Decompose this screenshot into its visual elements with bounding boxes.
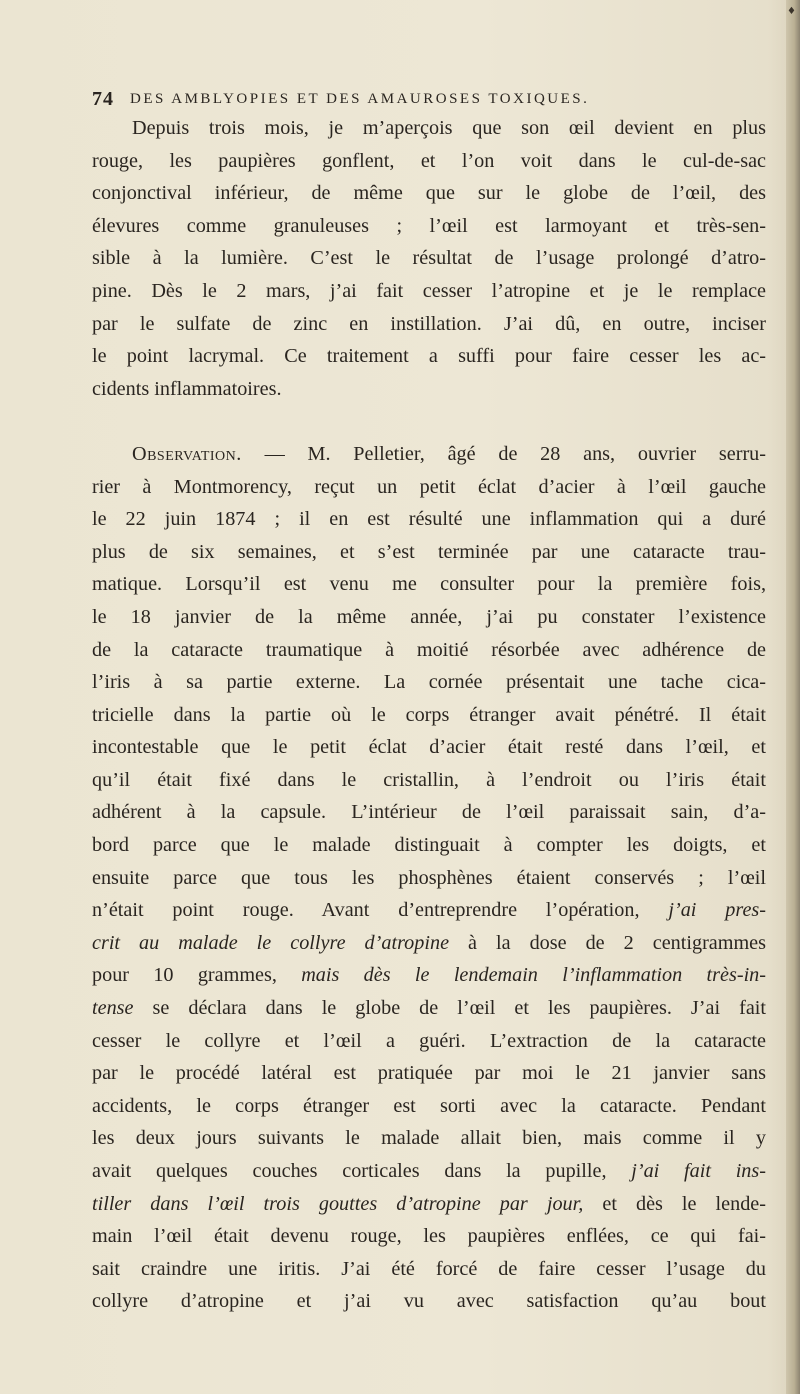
text-line: pine. Dès le 2 mars, j’ai fait cesser l’atropine et je le remplace bbox=[92, 279, 766, 302]
text-line: le 18 janvier de la même année, j’ai pu constater l’existence bbox=[92, 605, 766, 628]
text-line: plus de six semaines, et s’est terminée par une cataracte trau- bbox=[92, 540, 766, 563]
text-line: le point lacrymal. Ce traitement a suffi pour faire cesser les ac- bbox=[92, 345, 766, 368]
text-line: par le sulfate de zinc en instillation. J’ai dû, en outre, inciser bbox=[92, 312, 766, 335]
text-line: matique. Lorsqu’il est venu me consulter pour la première fois, bbox=[92, 573, 766, 596]
text-line: rier à Montmorency, reçut un petit éclat d’acier à l’œil gauche bbox=[92, 475, 766, 498]
italic-segment: j’ai fait ins- bbox=[631, 1160, 766, 1182]
text-segment: à la dose de 2 centigrammes bbox=[449, 931, 766, 954]
text-segment: se déclara dans le globe de l’œil et les paupières. J’ai fait bbox=[133, 997, 766, 1020]
text-line: sible à la lumière. C’est le résultat de l’usage prolongé d’atro- bbox=[92, 247, 766, 270]
text-segment: pour 10 grammes, bbox=[92, 964, 302, 987]
text-line: cesser le collyre et l’œil a guéri. L’extraction de la cataracte bbox=[92, 1029, 766, 1052]
italic-segment: j’ai pres- bbox=[668, 899, 766, 922]
text-line: qu’il était fixé dans le cristallin, à l’endroit ou l’iris était bbox=[92, 768, 766, 791]
italic-segment: tense bbox=[92, 997, 134, 1020]
text-line: sait craindre une iritis. J’ai été forcé de faire cesser l’usage du bbox=[92, 1257, 766, 1280]
corner-mark: ♦ bbox=[787, 6, 796, 17]
observation-first-line bbox=[92, 438, 766, 471]
text-line: adhérent à la capsule. L’intérieur de l’œil paraissait sain, d’a- bbox=[92, 801, 766, 824]
text-segment: et dès le lende- bbox=[583, 1192, 766, 1215]
text-line: élevures comme granuleuses ; l’œil est larmoyant et très-sen- bbox=[92, 214, 766, 237]
page-binding-edge bbox=[786, 0, 800, 1394]
observation-label: Observation. bbox=[132, 442, 242, 465]
text-line: main l’œil était devenu rouge, les paupières enflées, ce qui fai- bbox=[92, 1225, 766, 1248]
text-line: par le procédé latéral est pratiquée par moi le 21 janvier sans bbox=[92, 1062, 766, 1085]
text-line bbox=[92, 927, 766, 960]
text-line: rouge, les paupières gonflent, et l’on voit dans le cul-de-sac bbox=[92, 149, 766, 172]
text-line bbox=[92, 1155, 766, 1188]
text-line bbox=[92, 1188, 766, 1221]
text-line: bord parce que le malade distinguait à compter les doigts, et bbox=[92, 834, 766, 857]
text-line: conjonctival inférieur, de même que sur le globe de l’œil, des bbox=[92, 182, 766, 205]
text-line: de la cataracte traumatique à moitié résorbée avec adhérence de bbox=[92, 638, 766, 661]
text-line: l’iris à sa partie externe. La cornée présentait une tache cica- bbox=[92, 671, 766, 694]
text-line: cidents inflammatoires. bbox=[92, 377, 282, 400]
italic-segment: tiller dans l’œil trois gouttes d’atropine par jour, bbox=[92, 1192, 584, 1215]
text-line bbox=[92, 992, 766, 1025]
page-number: 74 bbox=[92, 88, 114, 110]
italic-segment: crit au malade le collyre d’atropine bbox=[92, 931, 450, 954]
running-title: DES AMBLYOPIES ET DES AMAUROSES TOXIQUES. bbox=[130, 91, 590, 107]
text-line: Depuis trois mois, je m’aperçois que son œil devient en plus bbox=[132, 117, 766, 139]
text-line: ensuite parce que tous les phosphènes étaient conservés ; l’œil bbox=[92, 866, 766, 889]
text-line: incontestable que le petit éclat d’acier était resté dans l’œil, et bbox=[92, 736, 766, 759]
body-text bbox=[92, 112, 766, 1318]
text-line: le 22 juin 1874 ; il en est résulté une inflammation qui a duré bbox=[92, 508, 766, 531]
text-line: accidents, le corps étranger est sorti avec la cataracte. Pendant bbox=[92, 1094, 766, 1117]
paragraph-gap bbox=[92, 405, 766, 438]
text-line bbox=[92, 894, 766, 927]
text-segment: avait quelques couches corticales dans la pupille, bbox=[92, 1160, 632, 1182]
text-segment: n’était point rouge. Avant d’entreprendre l’opération, bbox=[92, 899, 669, 922]
text-line: tricielle dans la partie où le corps étranger avait pénétré. Il était bbox=[92, 703, 766, 726]
text-line bbox=[92, 959, 766, 992]
running-head bbox=[92, 88, 762, 108]
text-line: les deux jours suivants le malade allait bien, mais comme il y bbox=[92, 1127, 766, 1150]
italic-segment: mais dès le lendemain l’inflammation très-in- bbox=[301, 964, 766, 987]
text-line: collyre d’atropine et j’ai vu avec satisfaction qu’au bout bbox=[92, 1290, 766, 1313]
observation-line-rest: — M. Pelletier, âgé de 28 ans, ouvrier serru- bbox=[241, 442, 766, 465]
